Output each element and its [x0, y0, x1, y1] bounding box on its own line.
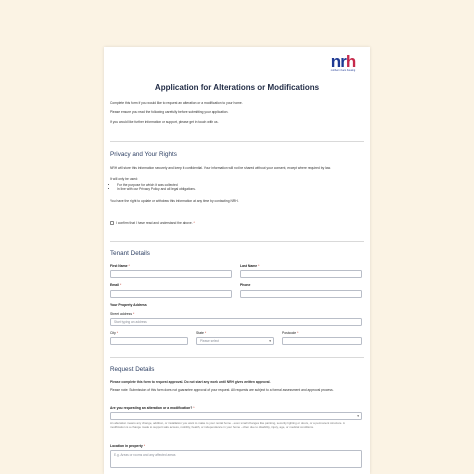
divider [110, 141, 364, 142]
postcode-field[interactable] [282, 337, 362, 345]
consent-checkbox[interactable] [110, 221, 114, 225]
email-label: Email * [110, 283, 122, 287]
request-notice-2: Please note: Submission of this form does not guarantee approval of your request. All requests are subject to a formal assessment and approval process. [110, 388, 334, 392]
phone-label: Phone [240, 283, 251, 287]
state-select[interactable]: Please select ▾ [196, 337, 274, 345]
location-textarea[interactable]: E.g. Areas or rooms and any affected areas [110, 450, 362, 468]
divider [110, 357, 364, 358]
request-heading: Request Details [110, 366, 155, 373]
email-field[interactable] [110, 290, 232, 298]
intro-line-3: If you would like further information or support, please get in touch with us. [110, 120, 219, 124]
chevron-down-icon: ▾ [357, 414, 359, 418]
last-name-field[interactable] [240, 270, 362, 278]
phone-field[interactable] [240, 290, 362, 298]
form-page [104, 47, 370, 474]
list-item: • In line with our Privacy Policy and all legal obligations. [117, 187, 360, 191]
privacy-heading: Privacy and Your Rights [110, 151, 177, 158]
city-field[interactable] [110, 337, 188, 345]
last-name-label: Last Name * [240, 264, 260, 268]
street-label: Street address * [110, 312, 135, 316]
tenant-heading: Tenant Details [110, 250, 150, 257]
first-name-label: First Name * [110, 264, 130, 268]
postcode-label: Postcode * [282, 331, 299, 335]
chevron-down-icon: ▾ [269, 339, 271, 343]
state-label: State * [196, 331, 207, 335]
property-address-label: Your Property Address [110, 303, 147, 307]
request-type-help: An alteration means any change, addition, or installation you want to make to your rental home - even small changes like painting, security lighting or doors, or a permanent structure. A modification is a change made to support safe access, mobility, health, or independence in your home - often due to disability, injury, age, or medical conditions. [110, 421, 345, 429]
page-title: Application for Alterations or Modifications [154, 83, 320, 92]
list-item: • For the purpose for which it was collected [117, 183, 360, 187]
request-notice-1: Please complete this form to request approval. Do not start any work until NRH gives written approval. [110, 380, 271, 384]
consent-label: I confirm that I have read and understand the above. * [116, 221, 195, 225]
logo-tagline: northern rivers housing [330, 69, 356, 72]
first-name-field[interactable] [110, 270, 232, 278]
privacy-paragraph: NRH will store this information securely and keep it confidential. Your information will not be shared without your consent, except where required by law. [110, 166, 331, 170]
privacy-rights: You have the right to update or withdraw this information at any time by contacting NRH. [110, 199, 239, 203]
location-label: Location in property * [110, 444, 146, 448]
request-type-label: Are you requesting an alteration or a modification? * [110, 406, 195, 410]
privacy-usage-intro: It will only be used: [110, 177, 138, 181]
privacy-bullets [110, 183, 360, 191]
street-address-input[interactable]: Start typing an address [110, 318, 362, 326]
divider [110, 241, 364, 242]
city-label: City * [110, 331, 119, 335]
logo-mark: nrh [330, 52, 356, 71]
request-type-select[interactable] [110, 412, 362, 420]
intro-line-1: Complete this form if you would like to request an alteration or a modification to your home. [110, 101, 243, 105]
intro-line-2: Please ensure you read the following carefully before submitting your application. [110, 110, 229, 114]
nrh-logo [322, 52, 364, 72]
